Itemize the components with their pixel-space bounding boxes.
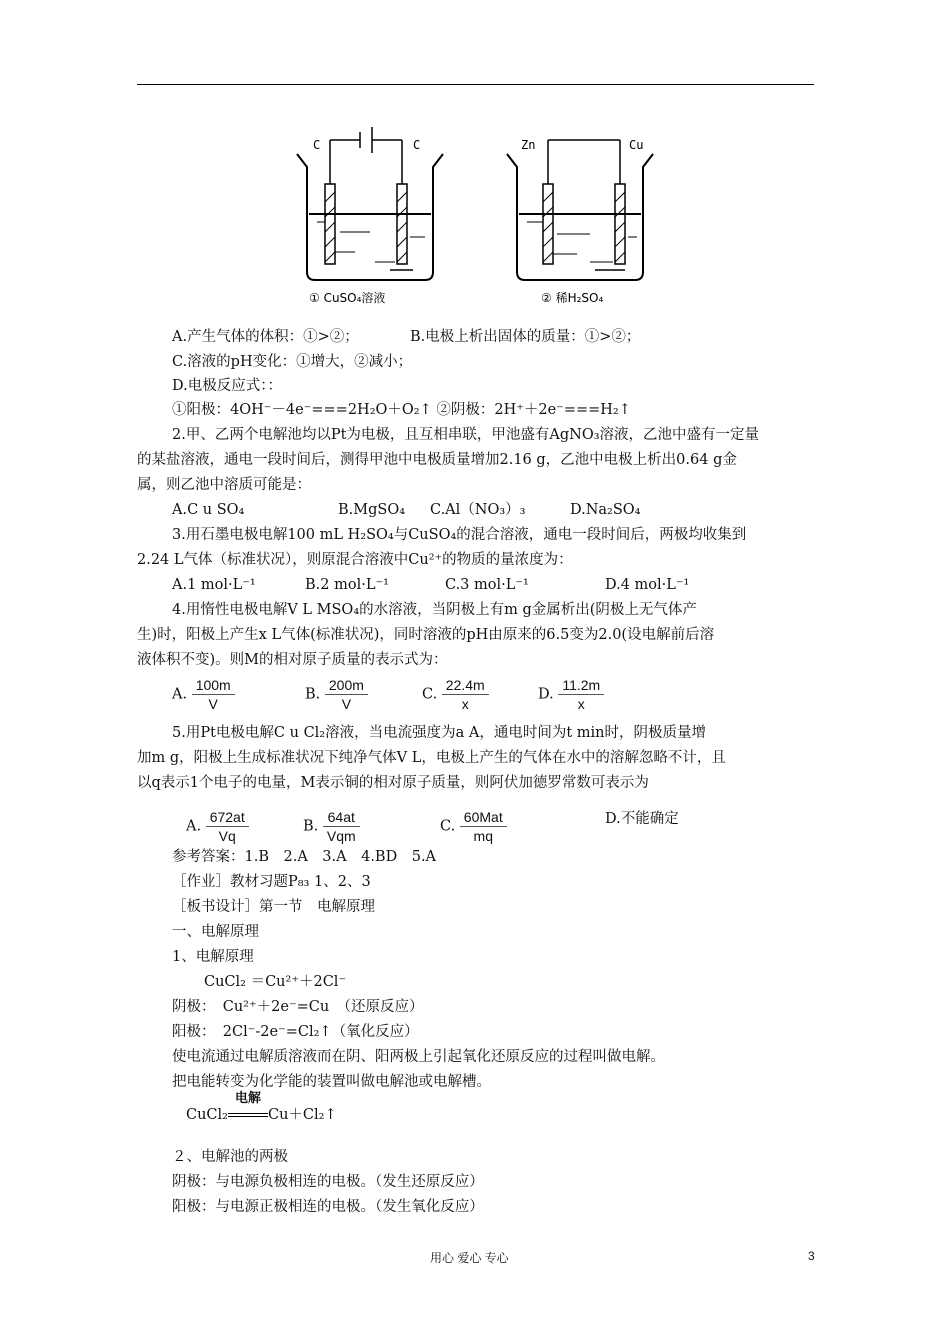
q5-c-denominator: mq [473,828,493,844]
q2-option-b: B.MgSO₄ [338,502,406,518]
q5-a-numerator: 672at [206,808,249,827]
beaker2-right-electrode: Cu [629,138,644,152]
q4-option-b-label: B. [305,686,321,703]
q1-reaction: ①阳极：4OH⁻－4e⁻===2H₂O＋O₂↑ ②阴极：2H⁺＋2e⁻===H₂↑ [172,402,631,418]
q4-a-numerator: 100m [192,676,235,695]
electrolysis-figure [295,122,655,312]
anode-equation: 阳极： 2Cl⁻-2e⁻=Cl₂↑（氧化反应） [172,1024,419,1040]
q5-option-a-label: A. [186,818,202,835]
q4-d-numerator: 11.2m [558,676,604,695]
footer-text: 用心 爱心 专心 [430,1251,509,1265]
beaker1-left-electrode: C [313,138,321,152]
q5-option-b [303,808,360,845]
q5-line-3: 以q表示1个电子的电量，M表示铜的相对原子质量，则阿伏加德罗常数可表示为 [137,775,649,791]
homework: ［作业］教材习题P₈₃ 1、2、3 [172,874,371,890]
heading-1-1: 1、电解原理 [172,949,254,965]
q4-c-numerator: 22.4m [442,676,489,695]
total-eq-right: Cu＋Cl₂↑ [267,1107,337,1123]
q2-option-c: C.Al（NO₃）₃ [430,502,526,518]
q4-b-numerator: 200m [325,676,368,695]
beaker2-left-electrode: Zn [521,138,536,152]
q4-line-1: 4.用惰性电极电解V L MSO₄的水溶液，当阴极上有m g金属析出(阴极上无气体产 [172,602,697,618]
q4-option-a [172,676,235,713]
q2-option-d: D.Na₂SO₄ [570,502,641,518]
q1-option-b: B.电极上析出固体的质量：①>②； [410,329,641,345]
q5-option-b-label: B. [303,818,319,835]
q1-option-c: C.溶液的pH变化：①增大，②减小； [172,354,413,370]
q3-option-a: A.1 mol·L⁻¹ [172,577,256,593]
q4-option-c [422,676,489,713]
q5-b-numerator: 64at [323,808,360,827]
cathode-definition: 阴极：与电源负极相连的电极。（发生还原反应） [172,1174,484,1190]
q4-c-denominator: x [461,696,469,712]
q1-option-d: D.电极反应式：： [172,378,282,394]
header-rule [137,84,814,85]
q4-option-a-label: A. [172,686,188,703]
q3-option-b: B.2 mol·L⁻¹ [305,577,389,593]
heading-1-2: ２、电解池的两极 [172,1149,288,1165]
q4-option-c-label: C. [422,686,438,703]
total-eq-left: CuCl₂ [186,1107,228,1123]
q5-a-denominator: Vq [218,828,236,844]
q2-option-a: A.C u SO₄ [172,502,245,518]
total-eq-condition: 电解 [234,1091,261,1106]
q3-option-d: D.4 mol·L⁻¹ [605,577,690,593]
anode-definition: 阳极：与电源正极相连的电极。（发生氧化反应） [172,1199,484,1215]
cathode-equation: 阴极： Cu²⁺＋2e⁻=Cu （还原反应） [172,999,424,1015]
q5-line-2: 加m g，阳极上生成标准状况下纯净气体V L，电极上产生的气体在水中的溶解忽略不计，且 [137,750,726,766]
q4-b-denominator: V [341,696,352,712]
beaker-2 [507,140,653,280]
ionization-equation: CuCl₂ ＝Cu²⁺＋2Cl⁻ [204,974,347,990]
q4-option-d-label: D. [538,686,554,703]
q5-option-c-label: C. [440,818,456,835]
q2-line-3: 属，则乙池中溶质可能是： [137,477,311,493]
beaker1-right-electrode: C [413,138,421,152]
total-equation [186,1091,337,1126]
q4-line-2: 生)时，阳极上产生x L气体(标准状况)，同时溶液的pH由原来的6.5变为2.0(设电解前后溶 [137,627,715,643]
q1-option-a: A.产生气体的体积：①>②； [172,329,359,345]
q5-c-numerator: 60Mat [460,808,507,827]
q5-option-c [440,808,507,845]
heading-1: 一、电解原理 [172,924,259,940]
electrolytic-cell-definition: 把电能转变为化学能的装置叫做电解池或电解槽。 [172,1074,491,1090]
q5-line-1: 5.用Pt电极电解C u Cl₂溶液，当电流强度为a A，通电时间为t min时，阴极质量增 [172,725,706,741]
q2-line-2: 的某盐溶液，通电一段时间后，测得甲池中电极质量增加2.16 g，乙池中电极上析出0.64 g金 [137,452,737,468]
q5-b-denominator: Vqm [326,828,356,844]
page-number: 3 [808,1249,815,1263]
q2-line-1: 2.甲、乙两个电解池均以Pt为电极，且互相串联，甲池盛有AgNO₃溶液，乙池中盛有一定量 [172,427,760,443]
q5-option-d: D.不能确定 [605,811,679,827]
q4-a-denominator: V [208,696,218,712]
electrolysis-definition: 使电流通过电解质溶液而在阴、阳两极上引起氧化还原反应的过程叫做电解。 [172,1049,665,1065]
board-design: ［板书设计］第一节 电解原理 [172,899,375,915]
answers: 参考答案：1.B 2.A 3.A 4.BD 5.A [172,849,437,865]
q3-option-c: C.3 mol·L⁻¹ [445,577,529,593]
q5-option-a [186,808,249,845]
beaker2-caption: ② 稀H₂SO₄ [541,291,604,305]
beaker1-caption: ① CuSO₄溶液 [309,291,386,305]
q4-d-denominator: x [577,696,585,712]
q4-option-d [538,676,604,713]
q3-line-1: 3.用石墨电极电解100 mL H₂SO₄与CuSO₄的混合溶液，通电一段时间后，两极均收集到 [172,527,747,543]
q3-line-2: 2.24 L气体（标准状况），则原混合溶液中Cu²⁺的物质的量浓度为： [137,552,573,568]
q4-line-3: 液体积不变)。则M的相对原子质量的表示式为： [137,652,448,668]
q4-option-b [305,676,368,713]
